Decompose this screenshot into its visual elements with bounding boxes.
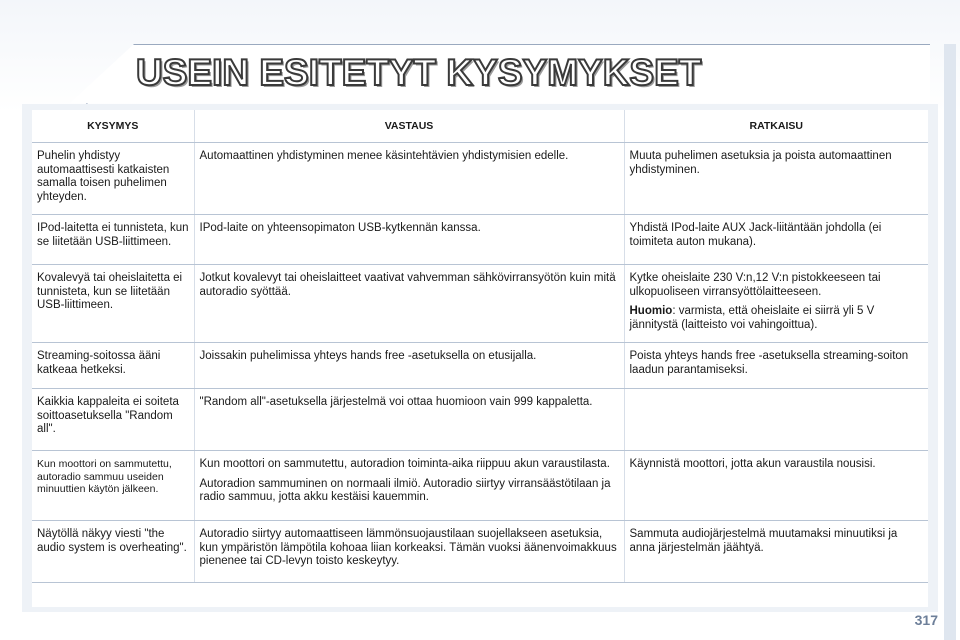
column-header-answer: VASTAUS xyxy=(194,110,624,143)
answer-text: Kun moottori on sammutettu, autoradion toiminta-aika riippuu akun varaustilasta. xyxy=(199,458,610,470)
table-row xyxy=(32,265,928,343)
answer-cell: Joissakin puhelimissa yhteys hands free -asetuksella on etusijalla. xyxy=(194,343,624,389)
table-row xyxy=(32,143,928,215)
answer-cell: Jotkut kovalevyt tai oheislaitteet vaativat vahvemman sähkövirransyötön kuin mitä autoradio syöttää. xyxy=(194,265,624,343)
right-margin-rail xyxy=(944,44,956,640)
table-header-row xyxy=(32,110,928,143)
table-row xyxy=(32,521,928,583)
note-label: Huomio xyxy=(629,305,673,317)
table-row xyxy=(32,215,928,265)
question-cell: Kun moottori on sammutettu, autoradio sammuu useiden minuuttien käytön jälkeen. xyxy=(32,451,194,521)
table-row xyxy=(32,343,928,389)
question-cell: Kovalevyä tai oheislaitetta ei tunnisteta, kun se liitetään USB-liittimeen. xyxy=(32,265,194,343)
question-cell: Streaming-soitossa ääni katkeaa hetkeksi. xyxy=(32,343,194,389)
solution-cell xyxy=(624,389,928,451)
faq-table xyxy=(32,110,928,583)
solution-cell: Muuta puhelimen asetuksia ja poista automaattinen yhdistyminen. xyxy=(624,143,928,215)
answer-cell xyxy=(194,451,624,521)
question-cell: IPod-laitetta ei tunnisteta, kun se liitetään USB-liittimeen. xyxy=(32,215,194,265)
answer-cell: "Random all"-asetuksella järjestelmä voi ottaa huomioon vain 999 kappaletta. xyxy=(194,389,624,451)
solution-note xyxy=(630,305,924,332)
solution-cell: Käynnistä moottori, jotta akun varaustila nousisi. xyxy=(624,451,928,521)
answer-cell: Autoradio siirtyy automaattiseen lämmönsuojaustilaan suojellakseen asetuksia, kun ympäristön lämpötila kohoaa liian korkeaksi. Tämän vuoksi äänenvoimakkuus pienenee tai CD-levyn toisto keskeytyy. xyxy=(194,521,624,583)
solution-cell xyxy=(624,265,928,343)
solution-cell: Poista yhteys hands free -asetuksella streaming-soiton laadun parantamiseksi. xyxy=(624,343,928,389)
page-number: 317 xyxy=(914,612,938,628)
page-title: USEIN ESITETYT KYSYMYKSET xyxy=(136,52,702,93)
question-cell: Kaikkia kappaleita ei soiteta soittoasetuksella "Random all". xyxy=(32,389,194,451)
column-header-question: KYSYMYS xyxy=(32,110,194,143)
question-cell: Puhelin yhdistyy automaattisesti katkaisten samalla toisen puhelimen yhteyden. xyxy=(32,143,194,215)
table-row xyxy=(32,389,928,451)
table-row xyxy=(32,451,928,521)
question-cell: Näytöllä näkyy viesti "the audio system is overheating". xyxy=(32,521,194,583)
solution-cell: Sammuta audiojärjestelmä muutamaksi minuutiksi ja anna järjestelmän jäähtyä. xyxy=(624,521,928,583)
column-header-solution: RATKAISU xyxy=(624,110,928,143)
answer-cell: IPod-laite on yhteensopimaton USB-kytkennän kanssa. xyxy=(194,215,624,265)
answer-text: Autoradion sammuminen on normaali ilmiö. Autoradio siirtyy virransäästötilaan ja radio sammuu, jotta akku kestäisi kauemmin. xyxy=(199,477,611,503)
note-text: : varmista, että oheislaite ei siirrä yli 5 V jännitystä (laitteisto voi vahingoittua). xyxy=(629,305,875,331)
answer-cell: Automaattinen yhdistyminen menee käsintehtävien yhdistymisien edelle. xyxy=(194,143,624,215)
solution-cell: Yhdistä IPod-laite AUX Jack-liitäntään johdolla (ei toimiteta auton mukana). xyxy=(624,215,928,265)
solution-text: Kytke oheislaite 230 V:n,12 V:n pistokkeeseen tai ulkopuoliseen virransyöttölaitteeseen. xyxy=(629,272,881,298)
